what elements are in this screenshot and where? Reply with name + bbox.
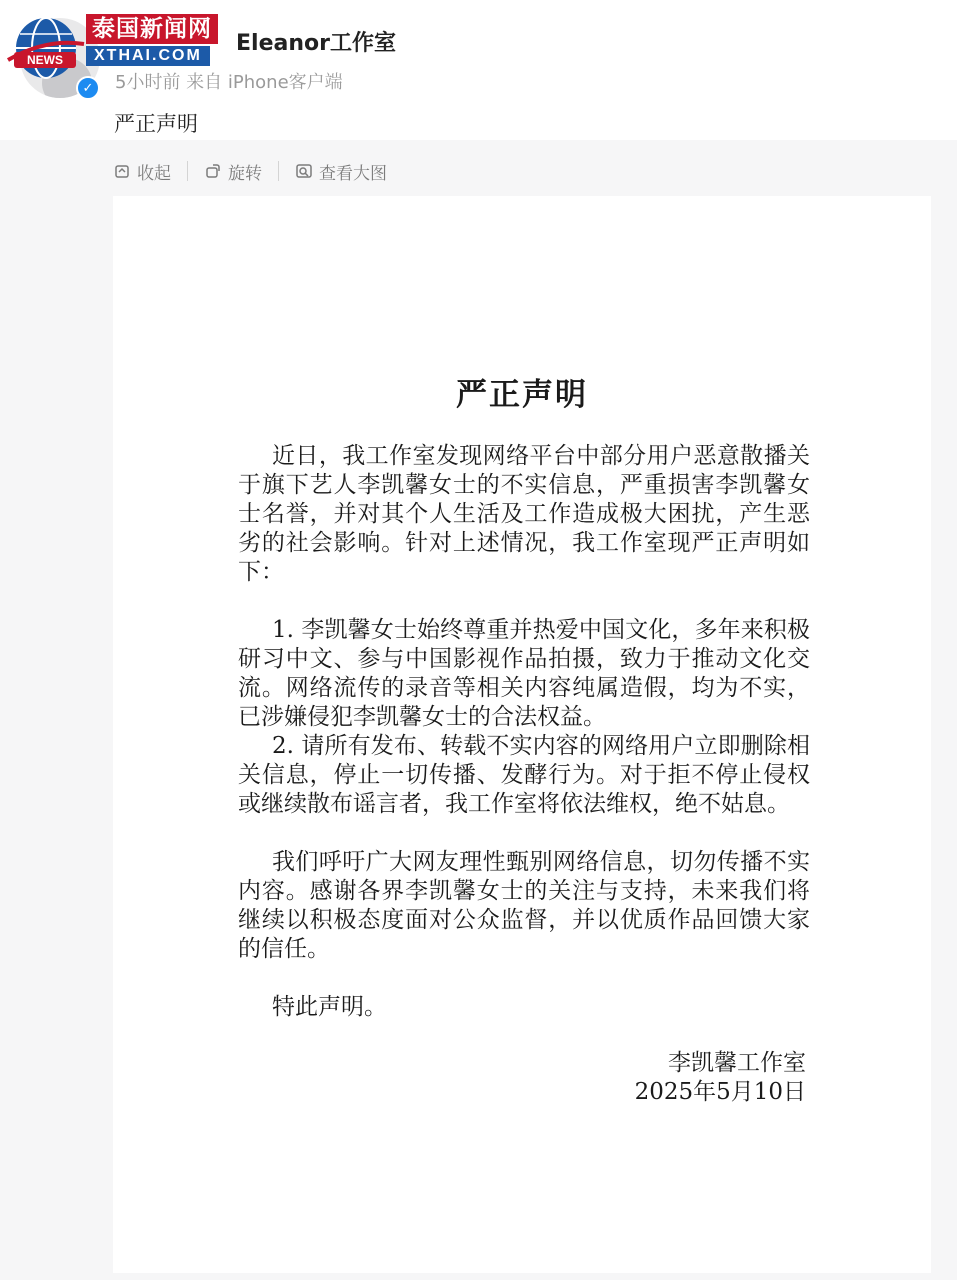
rotate-label: 旋转 xyxy=(228,163,262,184)
brand-name-cn: 泰国新闻网 xyxy=(86,14,218,44)
image-toolbar xyxy=(113,158,387,184)
post-meta: 5小时前 来自 iPhone客户端 xyxy=(115,72,343,93)
statement-title: 严正声明 xyxy=(456,377,588,413)
post-header xyxy=(0,0,957,140)
statement-image[interactable] xyxy=(113,196,931,1273)
toolbar-divider xyxy=(187,161,188,181)
news-globe-logo xyxy=(6,8,86,88)
statement-point-1: 1. 李凯馨女士始终尊重并热爱中国文化，多年来积极研习中文、参与中国影视作品拍摄，致力于推动文化交流。网络流传的录音等相关内容纯属造假，均为不实，已涉嫌侵犯李凯馨女士的合法权益。 xyxy=(238,617,810,730)
post-text: 严正声明 xyxy=(114,112,198,136)
statement-point-2: 2. 请所有发布、转载不实内容的网络用户立即删除相关信息，停止一切传播、发酵行为。对于拒不停止侵权或继续散布谣言者，我工作室将依法维权，绝不姑息。 xyxy=(238,733,810,817)
toolbar-divider xyxy=(278,161,279,181)
view-large-label: 查看大图 xyxy=(319,163,387,184)
statement-signature-block xyxy=(635,1049,806,1107)
view-large-button[interactable] xyxy=(295,159,387,184)
statement-date: 2025年5月10日 xyxy=(634,1079,806,1105)
statement-signature: 李凯馨工作室 xyxy=(668,1050,806,1076)
statement-closing: 特此声明。 xyxy=(272,994,387,1020)
collapse-label: 收起 xyxy=(137,163,171,184)
logo-text: NEWS xyxy=(27,53,63,67)
collapse-button[interactable] xyxy=(113,159,171,184)
rotate-icon xyxy=(204,162,222,180)
account-name[interactable]: Eleanor工作室 xyxy=(236,31,396,56)
view-large-icon xyxy=(295,162,313,180)
brand-name-en: XTHAI.COM xyxy=(86,46,210,66)
collapse-icon xyxy=(113,162,131,180)
statement-body xyxy=(238,442,810,1022)
verified-badge-icon: ✓ xyxy=(76,76,100,100)
statement-intro: 近日，我工作室发现网络平台中部分用户恶意散播关于旗下艺人李凯馨女士的不实信息，严重损害李凯馨女士名誉，并对其个人生活及工作造成极大困扰，产生恶劣的社会影响。针对上述情况，我工作室现严正声明如下： xyxy=(238,443,810,585)
watermark-brand xyxy=(86,14,236,66)
statement-appeal: 我们呼吁广大网友理性甄别网络信息，切勿传播不实内容。感谢各界李凯馨女士的关注与支持，未来我们将继续以积极态度面对公众监督，并以优质作品回馈大家的信任。 xyxy=(238,849,810,962)
rotate-button[interactable] xyxy=(204,159,262,184)
